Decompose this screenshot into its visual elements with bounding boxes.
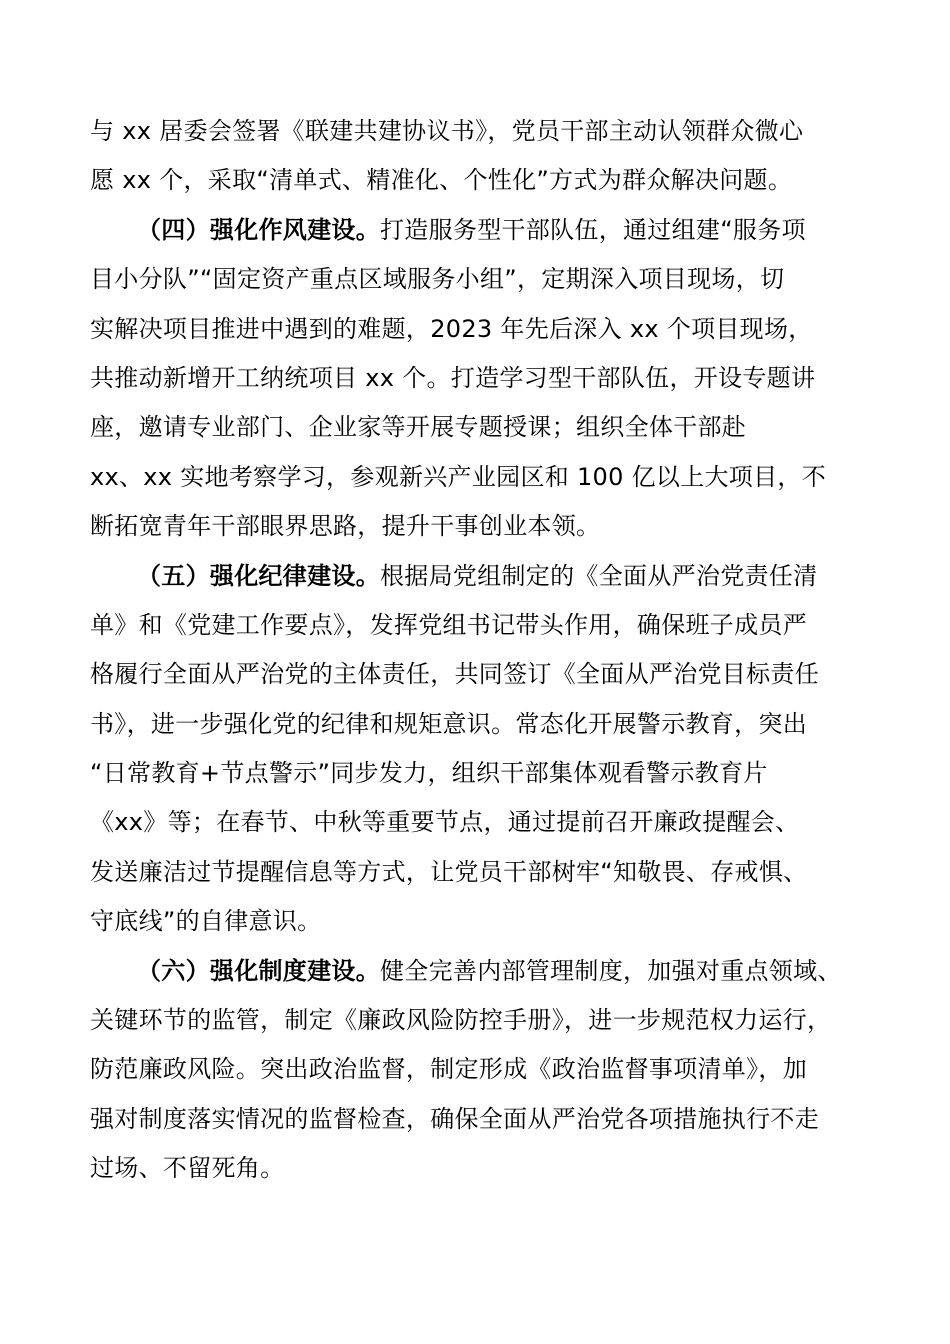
- body-line: [90, 650, 870, 699]
- line-text: 与 xx 居委会签署《联建共建协议书》，党员干部主动认领群众微心: [90, 117, 804, 145]
- body-line: [90, 996, 870, 1045]
- body-line: [90, 255, 870, 304]
- section-heading: （六）强化制度建设。: [137, 956, 380, 985]
- line-text: 目小分队”“固定资产重点区域服务小组”，定期深入项目现场，切: [90, 265, 785, 294]
- document-body: [90, 107, 870, 1194]
- body-line: [90, 749, 870, 798]
- body-line: [90, 700, 870, 749]
- line-text: 防范廉政风险。突出政治监督，制定形成《政治监督事项清单》，加: [90, 1055, 807, 1084]
- line-text: 根据局党组制定的《全面从严治党责任清: [380, 561, 818, 590]
- line-text: 共推动新增开工纳统项目 xx 个。打造学习型干部队伍，开设专题讲: [90, 363, 816, 392]
- body-line: [90, 502, 870, 551]
- section-first-line: [90, 552, 870, 601]
- body-line: [90, 798, 870, 847]
- body-line: [90, 403, 870, 452]
- line-text: 发送廉洁过节提醒信息等方式，让党员干部树牢“知敬畏、存戒惧、: [90, 857, 808, 886]
- body-line: [90, 1045, 870, 1094]
- section-first-line: [90, 206, 870, 255]
- line-text: xx、xx 实地考察学习，参观新兴产业园区和 100 亿以上大项目，不: [90, 462, 827, 491]
- line-text: 《xx》等；在春节、中秋等重要节点，通过提前召开廉政提醒会、: [90, 808, 800, 837]
- section-first-line: [90, 947, 870, 996]
- body-line: [90, 1095, 870, 1144]
- line-text: 守底线”的自律意识。: [90, 907, 322, 936]
- section-heading: （五）强化纪律建设。: [137, 561, 380, 590]
- body-line: [90, 1144, 870, 1193]
- line-text: 过场、不留死角。: [90, 1154, 285, 1183]
- line-text: 格履行全面从严治党的主体责任，共同签订《全面从严治党目标责任: [90, 660, 819, 689]
- line-text: 书》，进一步强化党的纪律和规矩意识。常态化开展警示教育，突出: [90, 709, 807, 738]
- line-text: 愿 xx 个，采取“清单式、精准化、个性化”方式为群众解决问题。: [90, 166, 793, 195]
- body-line: [90, 156, 870, 205]
- body-line: [90, 601, 870, 650]
- line-text: 关键环节的监管，制定《廉政风险防控手册》，进一步规范权力运行，: [90, 1006, 832, 1035]
- body-line: [90, 107, 870, 156]
- line-text: 座，邀请专业部门、企业家等开展专题授课；组织全体干部赴: [90, 413, 747, 442]
- line-text: 健全完善内部管理制度，加强对重点领域、: [380, 956, 842, 985]
- line-text: 断拓宽青年干部眼界思路，提升干事创业本领。: [90, 512, 601, 541]
- body-line: [90, 453, 870, 502]
- line-text: “日常教育+节点警示”同步发力，组织干部集体观看警示教育片: [90, 759, 768, 788]
- body-line: [90, 848, 870, 897]
- body-line: [90, 897, 870, 946]
- line-text: 打造服务型干部队伍，通过组建“服务项: [380, 215, 806, 244]
- body-line: [90, 354, 870, 403]
- section-heading: （四）强化作风建设。: [137, 215, 380, 244]
- line-text: 单》和《党建工作要点》，发挥党组书记带头作用，确保班子成员严: [90, 610, 807, 639]
- line-text: 强对制度落实情况的监督检查，确保全面从严治党各项措施执行不走: [90, 1104, 819, 1133]
- line-text: 实解决项目推进中遇到的难题，2023 年先后深入 xx 个项目现场，: [90, 314, 813, 343]
- body-line: [90, 305, 870, 354]
